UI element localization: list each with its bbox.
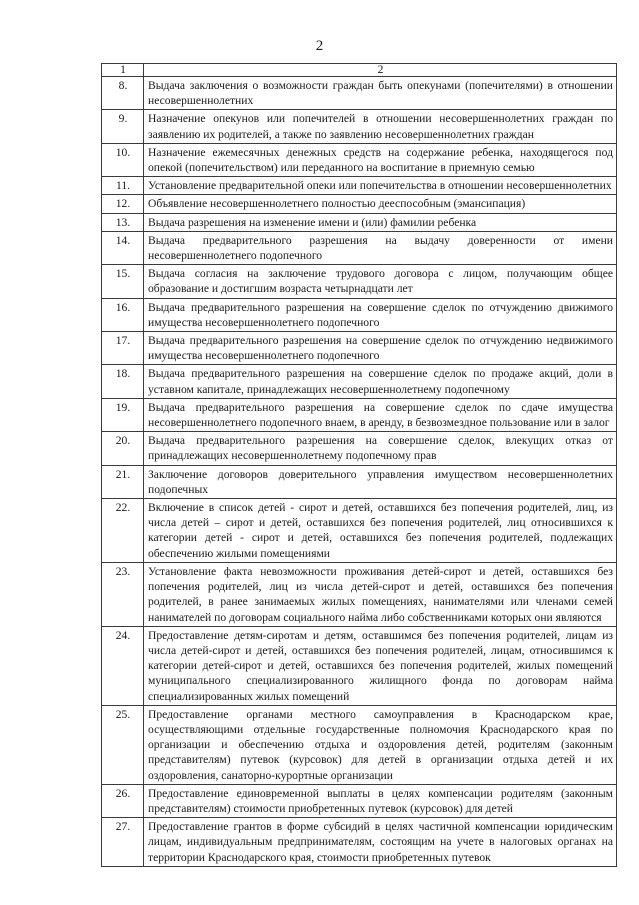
column-header-text: 2 [144, 64, 617, 77]
row-number: 14. [102, 231, 144, 264]
services-table [101, 63, 617, 867]
table-row [102, 265, 617, 298]
row-number: 18. [102, 365, 144, 398]
page-number: 2 [315, 38, 324, 54]
service-description: Объявление несовершеннолетнего полностью дееспособным (эмансипация) [144, 195, 617, 213]
row-number: 16. [102, 298, 144, 331]
service-description: Установление предварительной опеки или попечительства в отношении несовершеннолетних [144, 177, 617, 195]
table-row [102, 298, 617, 331]
service-description: Установление факта невозможности проживания детей-сирот и детей, оставшихся без попечения родителей, лиц из числа детей-сирот и детей, оставшихся без попечения родителей, в ранее занимаемых жилых помещениях, нанимателями или членами семей нанимателей по договорам социального найма либо собственниками которых они являются [144, 562, 617, 626]
row-number: 9. [102, 110, 144, 143]
service-description: Назначение ежемесячных денежных средств на содержание ребенка, находящегося под опекой (попечительством) или переданного на воспитание в приемную семью [144, 143, 617, 176]
service-description: Заключение договоров доверительного управления имуществом несовершеннолетних подопечных [144, 465, 617, 498]
service-description: Включение в список детей - сирот и детей, оставшихся без попечения родителей, лиц, из числа детей – сирот и детей, оставшихся без попечения родителей, лиц относившихся к категории детей - сирот и детей, оставшихся без попечения родителей, подлежащих обеспечению жилыми помещениями [144, 499, 617, 563]
row-number: 17. [102, 332, 144, 365]
table-row [102, 213, 617, 231]
table-row [102, 465, 617, 498]
row-number: 23. [102, 562, 144, 626]
row-number: 12. [102, 195, 144, 213]
row-number: 26. [102, 784, 144, 817]
table-row [102, 332, 617, 365]
row-number: 11. [102, 177, 144, 195]
row-number: 15. [102, 265, 144, 298]
row-number: 8. [102, 77, 144, 110]
service-description: Выдача предварительного разрешения на совершение сделок по продаже акций, доли в уставном капитале, принадлежащих несовершеннолетнему подопечному [144, 365, 617, 398]
table-row [102, 110, 617, 143]
table-row [102, 195, 617, 213]
table-row [102, 562, 617, 626]
table-header-row [102, 64, 617, 77]
table-row [102, 432, 617, 465]
service-description: Выдача предварительного разрешения на совершение сделок, влекущих отказ от принадлежащих несовершеннолетнему подопечному прав [144, 432, 617, 465]
row-number: 10. [102, 143, 144, 176]
row-number: 24. [102, 626, 144, 705]
row-number: 20. [102, 432, 144, 465]
table-row [102, 143, 617, 176]
service-description: Назначение опекунов или попечителей в отношении несовершеннолетних граждан по заявлению их родителей, а также по заявлению несовершеннолетних граждан [144, 110, 617, 143]
service-description: Выдача предварительного разрешения на выдачу доверенности от имени несовершеннолетнего подопечного [144, 231, 617, 264]
table-row [102, 398, 617, 431]
column-header-number: 1 [102, 64, 144, 77]
table-row [102, 231, 617, 264]
row-number: 25. [102, 705, 144, 784]
services-table-body [102, 64, 617, 867]
table-row [102, 365, 617, 398]
service-description: Предоставление детям-сиротам и детям, оставшимся без попечения родителей, лицам из числа детей-сирот и детей, оставшихся без попечения родителей, лицам, относившимся к категории детей-сирот и детей, оставшихся без попечения родителей, жилых помещений муниципального специализированного жилищного фонда по договорам найма специализированных жилых помещений [144, 626, 617, 705]
row-number: 21. [102, 465, 144, 498]
service-description: Выдача заключения о возможности граждан быть опекунами (попечителями) в отношении несовершеннолетних [144, 77, 617, 110]
table-row [102, 499, 617, 563]
table-row [102, 626, 617, 705]
service-description: Выдача предварительного разрешения на совершение сделок по отчуждению недвижимого имущества несовершеннолетнего подопечного [144, 332, 617, 365]
service-description: Выдача разрешения на изменение имени и (или) фамилии ребенка [144, 213, 617, 231]
service-description: Предоставление органами местного самоуправления в Краснодарском крае, осуществляющими отдельные государственные полномочия Краснодарского края по организации и обеспечению отдыха и оздоровления детей, родителям (законным представителям) путевок (курсовок) для детей в организации отдыха детей и их оздоровления, санаторно-курортные организации [144, 705, 617, 784]
row-number: 22. [102, 499, 144, 563]
service-description: Предоставление грантов в форме субсидий в целях частичной компенсации юридическим лицам, индивидуальным предпринимателям, состоящим на учете в налоговых органах на территории Краснодарского края, стоимости приобретенных путевок [144, 818, 617, 867]
service-description: Выдача предварительного разрешения на совершение сделок по отчуждению движимого имущества несовершеннолетнего подопечного [144, 298, 617, 331]
table-row [102, 705, 617, 784]
row-number: 19. [102, 398, 144, 431]
table-row [102, 818, 617, 867]
table-row [102, 784, 617, 817]
table-row [102, 77, 617, 110]
row-number: 27. [102, 818, 144, 867]
table-row [102, 177, 617, 195]
row-number: 13. [102, 213, 144, 231]
service-description: Предоставление единовременной выплаты в целях компенсации родителям (законным представителям) стоимости приобретенных путевок (курсовок) для детей [144, 784, 617, 817]
service-description: Выдача предварительного разрешения на совершение сделок по сдаче имущества несовершеннолетнего подопечного внаем, в аренду, в безвозмездное пользование или в залог [144, 398, 617, 431]
service-description: Выдача согласия на заключение трудового договора с лицом, получающим общее образование и достигшим возраста четырнадцати лет [144, 265, 617, 298]
